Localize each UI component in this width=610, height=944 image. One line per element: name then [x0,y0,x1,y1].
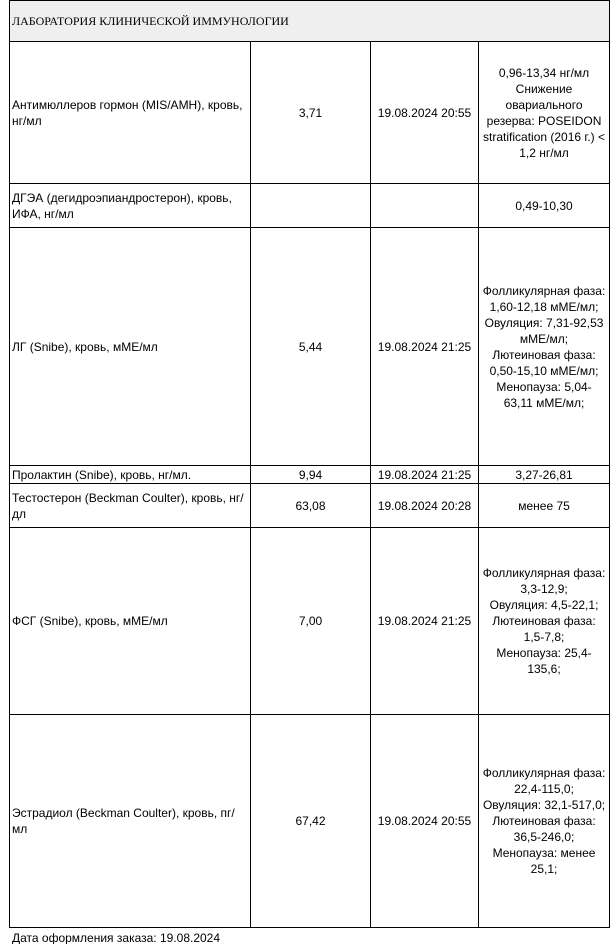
reference-line: Фолликулярная фаза: [482,566,606,580]
reference-line: Овуляция: 4,5-22,1; [489,598,599,612]
reference-line: Снижение [515,81,573,96]
test-date: 19.08.2024 21:25 [371,528,479,715]
test-value: 67,42 [251,715,371,928]
test-date: 19.08.2024 21:25 [371,228,479,466]
reference-range [479,184,610,228]
table-row [10,466,610,484]
reference-line: Лютеиновая фаза: [492,614,596,628]
reference-range [479,715,610,928]
reference-line: Менопауза: 5,04- [496,379,592,394]
reference-line: 25,1; [530,862,558,876]
reference-line: 22,4-115,0; [514,782,574,796]
reference-line: 135,6; [527,662,561,676]
reference-line: Овуляция: 32,1-517,0; [482,798,606,812]
reference-line: Овуляция: 7,31-92,53 [484,315,604,330]
reference-line: менее 75 [518,498,570,513]
test-name: Тестостерон (Beckman Coulter), кровь, нг/дл [10,484,251,528]
test-value: 9,94 [251,466,371,484]
test-date [371,184,479,228]
test-value: 5,44 [251,228,371,466]
reference-range [479,484,610,528]
test-name: ФСГ (Snibe), кровь, мМЕ/мл [10,528,251,715]
reference-range [479,228,610,466]
reference-line: 1,60-12,18 мМЕ/мл; [489,299,599,314]
reference-line: 0,96-13,34 нг/мл [498,65,590,80]
reference-line: Менопауза: 25,4- [496,646,592,660]
test-value: 7,00 [251,528,371,715]
reference-line: 0,49-10,30 [515,198,573,213]
test-name: ЛГ (Snibe), кровь, мМЕ/мл [10,228,251,466]
reference-line: резерва: POSEIDON [486,113,602,128]
reference-line: 0,50-15,10 мМЕ/мл; [489,363,599,378]
reference-line: Фолликулярная фаза: [482,283,606,298]
order-date-footer: Дата оформления заказа: 19.08.2024 [12,931,221,944]
test-date: 19.08.2024 20:28 [371,484,479,528]
reference-range [479,528,610,715]
test-date: 19.08.2024 20:55 [371,715,479,928]
results-table [9,0,610,928]
test-value: 3,71 [251,42,371,184]
reference-line: 1,2 нг/мл [519,145,569,160]
reference-line: stratification (2016 г.) < [483,129,605,144]
reference-line: 3,3-12,9; [520,582,568,596]
section-header-row [10,1,610,42]
reference-range [479,42,610,184]
test-date: 19.08.2024 21:25 [371,466,479,484]
table-row [10,184,610,228]
reference-line: Фолликулярная фаза: [482,766,606,780]
table-row [10,715,610,928]
test-name: ДГЭА (дегидроэпиандростерон), кровь, ИФА, нг/мл [10,184,251,228]
reference-line: мМЕ/мл; [519,331,569,346]
table-row [10,228,610,466]
table-row [10,42,610,184]
test-name: Пролактин (Snibe), кровь, нг/мл. [10,466,251,484]
reference-line: 1,5-7,8; [523,630,565,644]
reference-line: Лютеиновая фаза: [492,347,596,362]
table-row [10,528,610,715]
table-row [10,484,610,528]
reference-line: Лютеиновая фаза: [492,814,596,828]
test-name: Эстрадиол (Beckman Coulter), кровь, пг/мл [10,715,251,928]
reference-range [479,466,610,484]
test-name: Антимюллеров гормон (MIS/AMH), кровь, нг/мл [10,42,251,184]
reference-line: овариального [505,97,583,112]
test-value: 63,08 [251,484,371,528]
reference-line: 63,11 мМЕ/мл; [503,395,585,410]
reference-line: 36,5-246,0; [513,830,575,844]
reference-line: 3,27-26,81 [515,467,573,482]
test-date: 19.08.2024 20:55 [371,42,479,184]
reference-line: Менопауза: менее [492,846,596,860]
section-title: ЛАБОРАТОРИЯ КЛИНИЧЕСКОЙ ИММУНОЛОГИИ [10,1,610,42]
test-value [251,184,371,228]
